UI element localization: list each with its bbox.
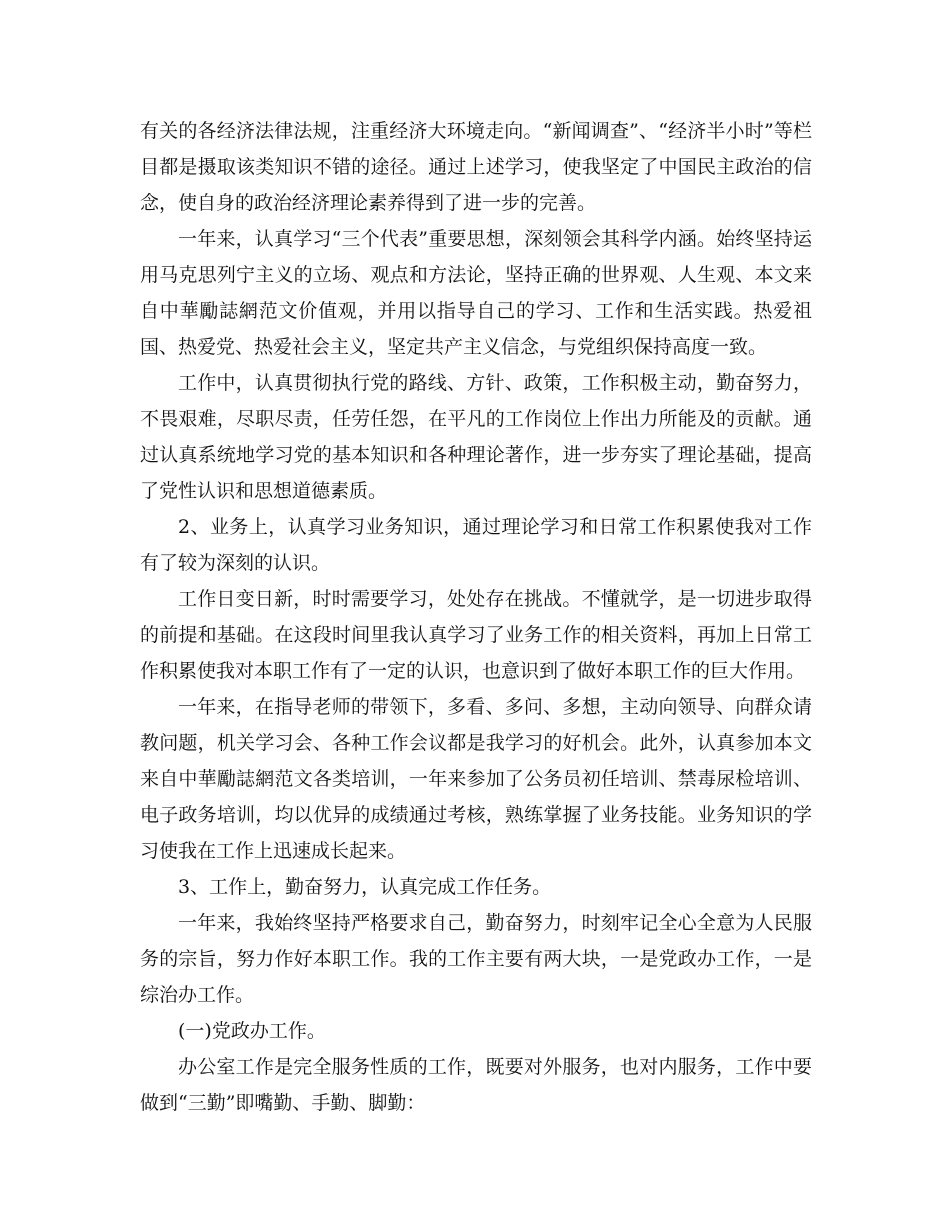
subsection-heading: (一)党政办工作。 (178, 1020, 326, 1042)
paragraph: 工作中，认真贯彻执行党的路线、方针、政策，工作积极主动，勤奋努力，不畏艰难，尽职尽责，任劳任怨，在平凡的工作岗位上作出力所能及的贡献。通过认真系统地学习党的基本知识和各种理论著作，进一步夯实了理论基础，提高了党性认识和思想道德素质。 (140, 372, 812, 502)
section-heading: 2、业务上，认真学习业务知识，通过理论学习和日常工作积累使我对工作有了较为深刻的认识。 (140, 516, 812, 574)
paragraph: 办公室工作是完全服务性质的工作，既要对外服务，也对内服务，工作中要做到“三勤”即嘴勤、手勤、脚勤： (140, 1056, 812, 1114)
paragraph-continued: 有关的各经济法律法规，注重经济大环境走向。“新闻调查”、“经济半小时”等栏目都是摄取该类知识不错的途径。通过上述学习，使我坚定了中国民主政治的信念，使自身的政治经济理论素养得到了进一步的完善。 (140, 120, 812, 214)
paragraph: 一年来，我始终坚持严格要求自己，勤奋努力，时刻牢记全心全意为人民服务的宗旨，努力作好本职工作。我的工作主要有两大块，一是党政办工作，一是综治办工作。 (140, 912, 812, 1006)
paragraph: 工作日变日新，时时需要学习，处处存在挑战。不懂就学，是一切进步取得的前提和基础。在这段时间里我认真学习了业务工作的相关资料，再加上日常工作积累使我对本职工作有了一定的认识，也意识到了做好本职工作的巨大作用。 (140, 588, 812, 682)
document-body (140, 113, 812, 1121)
section-heading: 3、工作上，勤奋努力，认真完成工作任务。 (178, 876, 552, 898)
paragraph: 一年来，在指导老师的带领下，多看、多问、多想，主动向领导、向群众请教问题，机关学习会、各种工作会议都是我学习的好机会。此外，认真参加本文来自中華勵誌網范文各类培训，一年来参加了公务员初任培训、禁毒尿检培训、电子政务培训，均以优异的成绩通过考核，熟练掌握了业务技能。业务知识的学习使我在工作上迅速成长起来。 (140, 696, 812, 862)
paragraph: 一年来，认真学习“三个代表”重要思想，深刻领会其科学内涵。始终坚持运用马克思列宁主义的立场、观点和方法论，坚持正确的世界观、人生观、本文来自中華勵誌網范文价值观，并用以指导自己的学习、工作和生活实践。热爱祖国、热爱党、热爱社会主义，坚定共产主义信念，与党组织保持高度一致。 (140, 228, 812, 358)
